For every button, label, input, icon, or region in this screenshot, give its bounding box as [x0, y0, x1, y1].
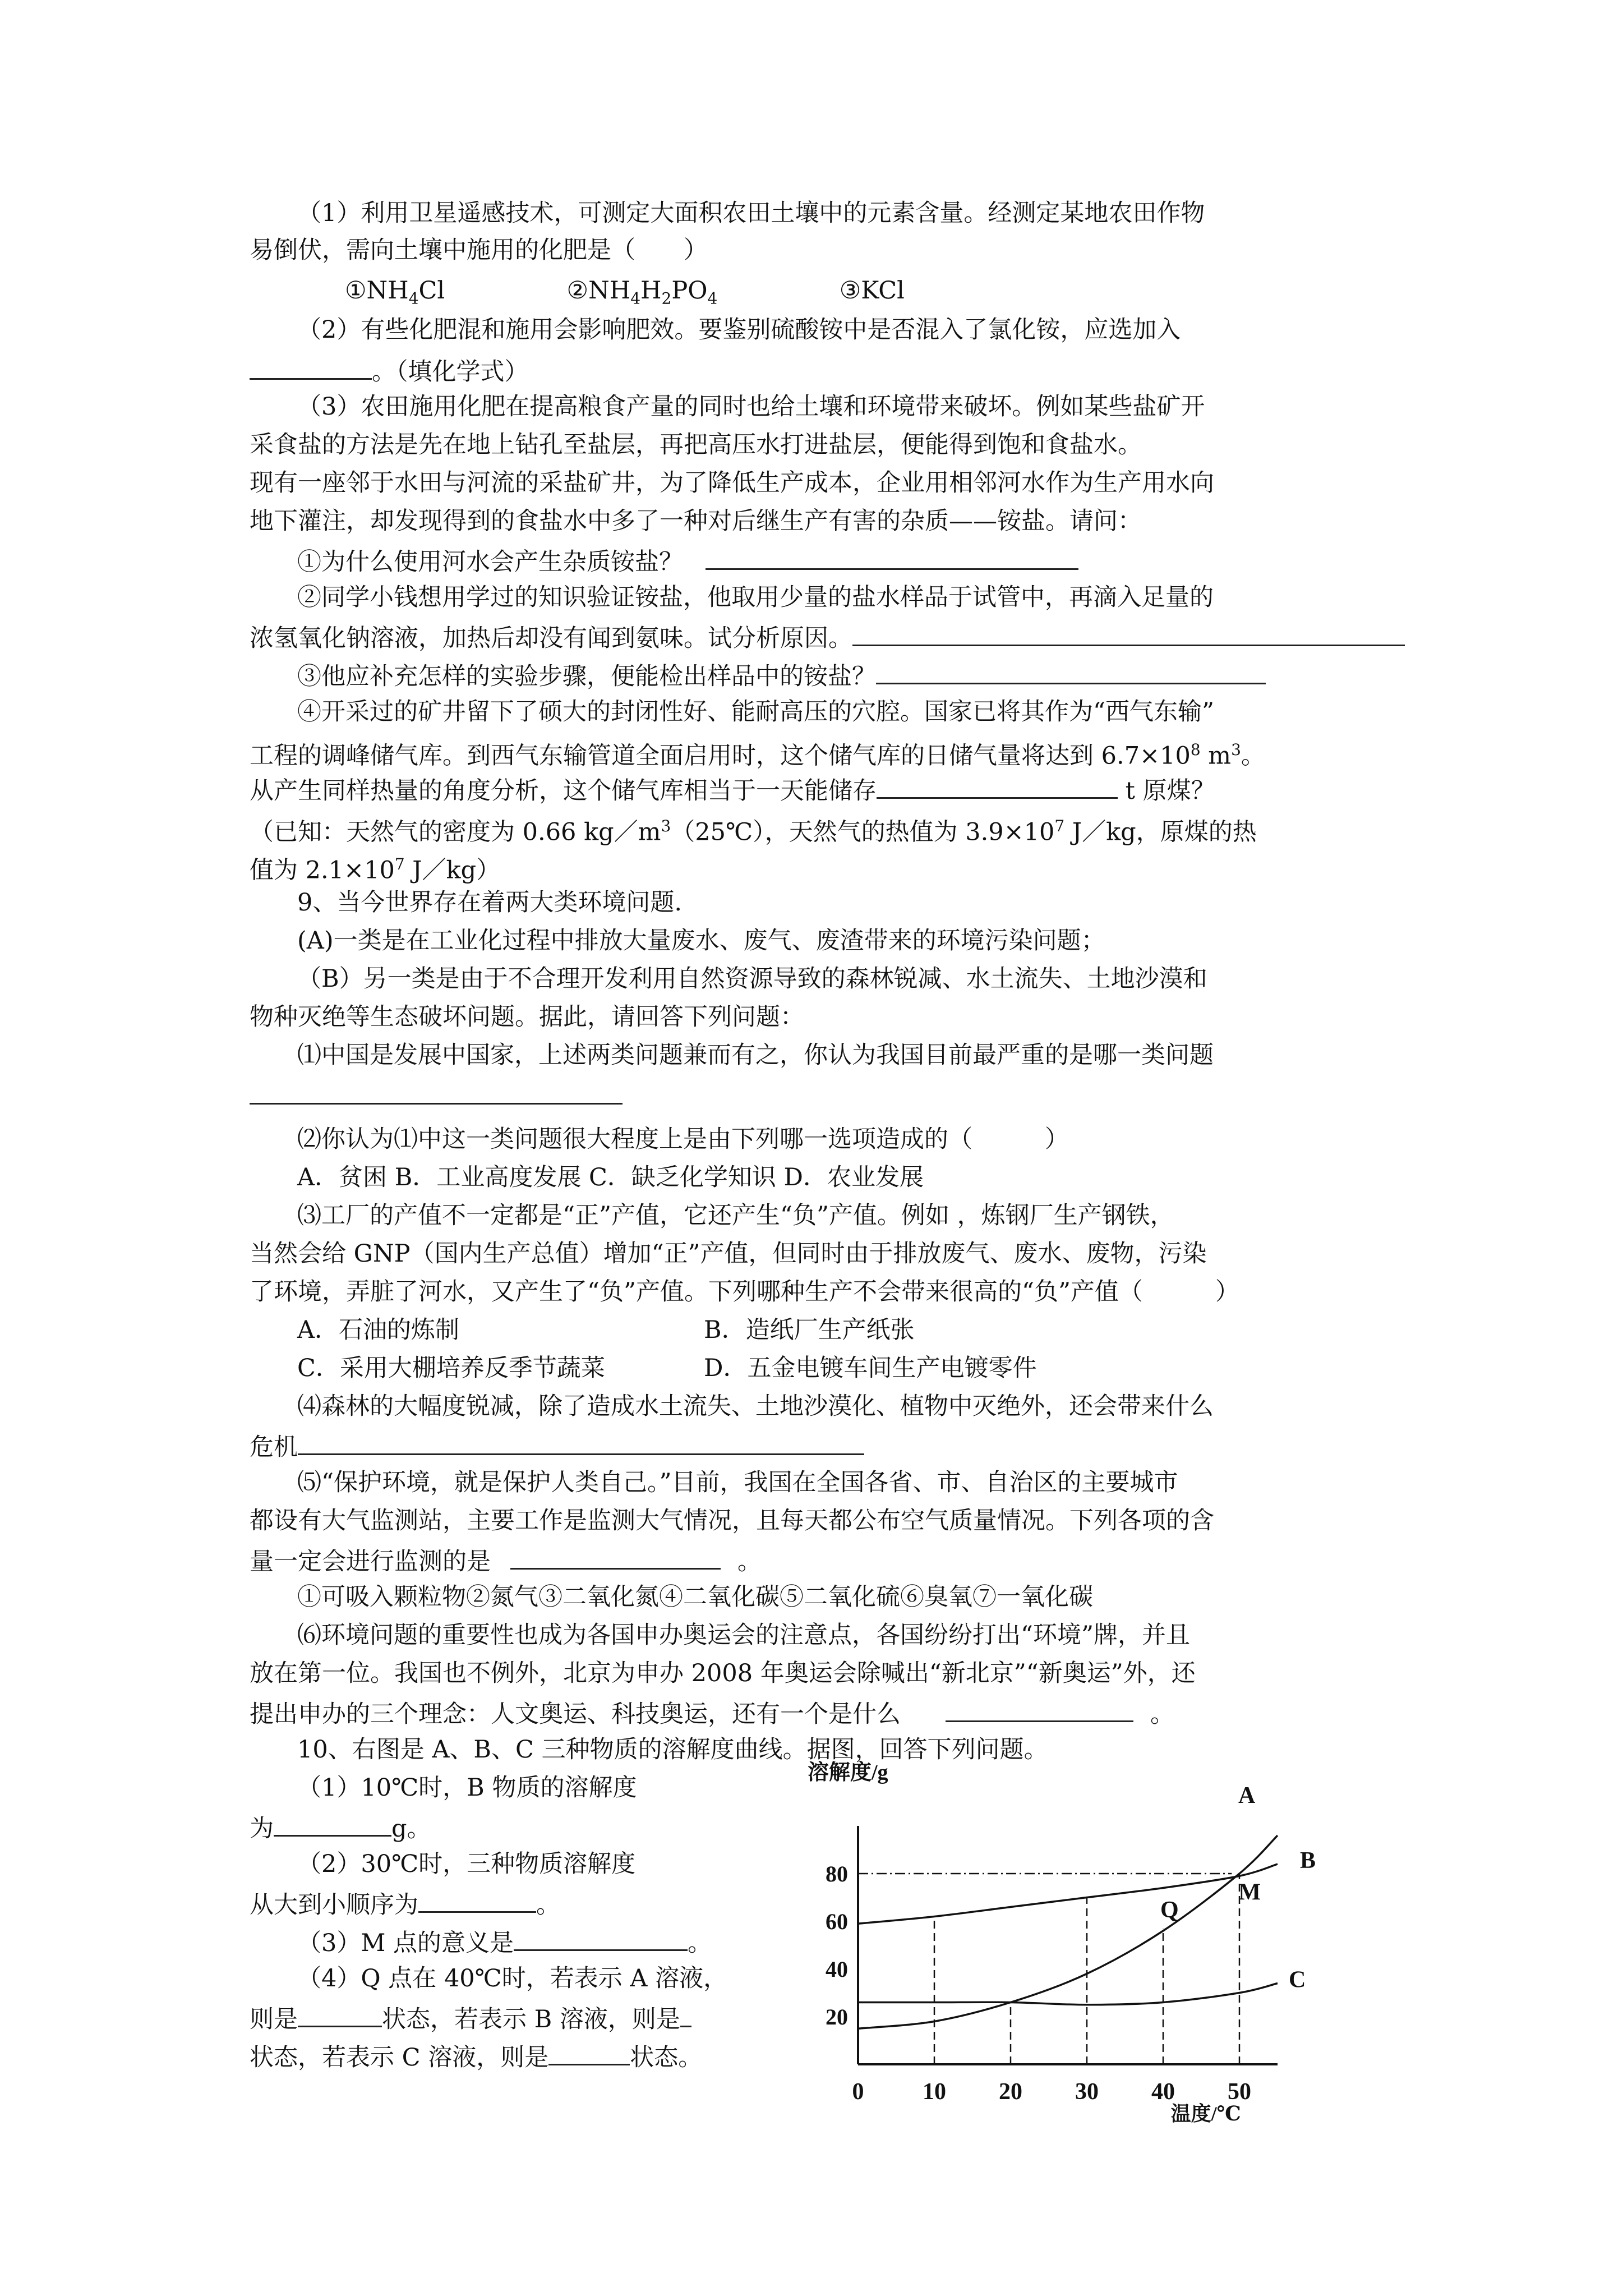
q9-1: ⑴中国是发展中国家，上述两类问题兼而有之，你认为我国目前最严重的是哪一类问题 — [297, 1041, 1214, 1069]
q9-2: ⑵你认为⑴中这一类问题很大程度上是由下列哪一选项造成的（ ） — [297, 1125, 1069, 1153]
point-label-M: M — [1238, 1879, 1261, 1906]
q8-3-sub4-line3: 从产生同样热量的角度分析，这个储气库相当于一天能储存 t 原煤？ — [250, 772, 1399, 807]
q9-6-line2: 放在第一位。我国也不例外，北京为申办 2008 年奥运会除喊出“新北京”“新奥运”外，还 — [250, 1659, 1196, 1687]
y-tick-label-60: 60 — [826, 1909, 848, 1934]
q9-b-line1: （B）另一类是由于不合理开发利用自然资源导致的森林锐减、水土流失、土地沙漠和 — [297, 965, 1207, 993]
q9-5-options: ①可吸入颗粒物②氮气③二氧化氮④二氧化碳⑤二氧化硫⑥臭氧⑦一氧化碳 — [297, 1583, 1093, 1611]
q8-3-sub4-line5: 值为 $2.1\times 10^7$ J／kg） — [250, 855, 501, 885]
q10-title: 10、右图是 A、B、C 三种物质的溶解度曲线。据图，回答下列问题。 — [297, 1736, 1048, 1764]
curve-A — [858, 1835, 1278, 2028]
y-tick-label-20: 20 — [826, 2004, 848, 2030]
q8-3-line2: 采食盐的方法是先在地上钻孔至盐层，再把高压水打进盐层，便能得到饱和食盐水。 — [250, 431, 1142, 459]
q8-1-line2: 易倒伏，需向土壤中施用的化肥是（ ） — [250, 236, 708, 264]
answer-blank[interactable] — [706, 544, 1078, 570]
x-tick-label-30: 30 — [1075, 2079, 1099, 2105]
q10-3: （3）M 点的意义是 。 — [297, 1925, 1447, 1959]
answer-blank[interactable] — [877, 772, 1118, 799]
answer-blank[interactable] — [514, 1925, 688, 1951]
q9-a: (A)一类是在工业化过程中排放大量废水、废气、废渣带来的环境污染问题； — [297, 927, 1105, 955]
answer-blank[interactable] — [876, 658, 1266, 684]
q9-b-line2: 物种灭绝等生态破坏问题。据此，请回答下列问题： — [250, 1003, 804, 1031]
answer-blank[interactable] — [852, 620, 1405, 646]
q9-3-options-ab: A．石油的炼制 B．造纸厂生产纸张 — [297, 1316, 915, 1344]
q9-4-line2: 危机 — [250, 1429, 1399, 1463]
curve-label-A: A — [1238, 1783, 1256, 1809]
q9-5-line2: 都设有大气监测站，主要工作是监测大气情况，且每天都公布空气质量情况。下列各项的含 — [250, 1507, 1214, 1535]
answer-blank[interactable] — [274, 1810, 391, 1837]
q8-3-line3: 现有一座邻于水田与河流的采盐矿井，为了降低生产成本，企业用相邻河水作为生产用水向 — [250, 469, 1214, 497]
q9-6-line3: 提出申办的三个理念：人文奥运、科技奥运，还有一个是什么 。 — [250, 1696, 1399, 1730]
curve-label-B: B — [1300, 1848, 1316, 1874]
q10-1-line1: （1）10℃时，B 物质的溶解度 — [297, 1774, 637, 1802]
q8-3-sub2-line1: ②同学小钱想用学过的知识验证铵盐，他取用少量的盐水样品于试管中，再滴入足量的 — [297, 583, 1214, 611]
q8-3-sub3: ③他应补充怎样的实验步骤，便能检出样品中的铵盐？ — [297, 658, 1447, 692]
answer-blank[interactable] — [680, 2001, 691, 2027]
q10-4-line3: 状态，若表示 C 溶液，则是 状态。 — [250, 2039, 1399, 2073]
y-axis-label: 溶解度/g — [808, 1761, 888, 1784]
solubility-chart — [796, 1756, 1316, 2126]
answer-blank[interactable] — [418, 1887, 536, 1913]
q9-5-line1: ⑸“保护环境，就是保护人类自己。”目前，我国在全国各省、市、自治区的主要城市 — [297, 1469, 1178, 1497]
q10-4-line2: 则是 状态，若表示 B 溶液，则是 — [250, 2001, 1399, 2035]
answer-blank[interactable] — [250, 353, 372, 380]
answer-blank[interactable] — [298, 2001, 382, 2027]
answer-blank[interactable] — [946, 1696, 1133, 1722]
x-tick-label-10: 10 — [923, 2079, 946, 2105]
y-tick-label-40: 40 — [826, 1957, 848, 1982]
point-label-Q: Q — [1160, 1897, 1179, 1923]
q10-1-line2: 为 g。 — [250, 1810, 1399, 1844]
q8-1-line1: （1）利用卫星遥感技术，可测定大面积农田土壤中的元素含量。经测定某地农田作物 — [297, 199, 1205, 227]
q9-3-line1: ⑶工厂的产值不一定都是“正”产值，它还产生“负”产值。例如 ，炼钢厂生产钢铁， — [297, 1202, 1174, 1230]
x-tick-label-50: 50 — [1228, 2079, 1251, 2105]
q8-1-options: $①NH_4Cl$ $②NH_4H_2PO_4$ ③KCl — [345, 277, 905, 308]
q8-2-line1: （2）有些化肥混和施用会影响肥效。要鉴别硫酸铵中是否混入了氯化铵，应选加入 — [297, 316, 1181, 344]
q9-title: 9、当今世界存在着两大类环境问题. — [297, 889, 683, 917]
q10-2-line2: 从大到小顺序为 。 — [250, 1887, 1399, 1921]
q8-3-sub4-line1: ④开采过的矿井留下了硕大的封闭性好、能耐高压的穴腔。国家已将其作为“西气东输” — [297, 698, 1214, 726]
x-tick-label-0: 0 — [852, 2079, 864, 2105]
q9-2-options: A．贫困 B．工业高度发展 C．缺乏化学知识 D．农业发展 — [297, 1163, 924, 1191]
x-tick-label-20: 20 — [999, 2079, 1022, 2105]
q8-2-line2: 。（填化学式） — [250, 353, 1399, 388]
answer-blank[interactable] — [548, 2039, 630, 2065]
x-axis-label: 温度/℃ — [1170, 2102, 1241, 2125]
q8-3-sub4-line2: 工程的调峰储气库。到西气东输管道全面启用时，这个储气库的日储气量将达到 $6.7\times 10^8$ $m^3$。 — [250, 740, 1265, 770]
q9-3-line3: 了环境，弄脏了河水，又产生了“负”产值。下列哪种生产不会带来很高的“负”产值（ ） — [250, 1278, 1239, 1306]
q9-6-line1: ⑹环境问题的重要性也成为各国申办奥运会的注意点，各国纷纷打出“环境”牌，并且 — [297, 1621, 1190, 1649]
curve-C — [858, 1984, 1278, 2005]
q9-3-options-cd: C．采用大棚培养反季节蔬菜 D．五金电镀车间生产电镀零件 — [297, 1354, 1037, 1382]
y-tick-label-80: 80 — [826, 1861, 848, 1887]
q10-2-line1: （2）30℃时，三种物质溶解度 — [297, 1850, 636, 1878]
q10-4-line1: （4）Q 点在 40℃时，若表示 A 溶液， — [297, 1964, 728, 1993]
answer-blank[interactable] — [250, 1078, 623, 1105]
q9-1-blank-line — [250, 1078, 1399, 1112]
q8-3-sub2-line2: 浓氢氧化钠溶液，加热后却没有闻到氨味。试分析原因。 — [250, 620, 1399, 654]
q9-4-line1: ⑷森林的大幅度锐减，除了造成水土流失、土地沙漠化、植物中灭绝外，还会带来什么 — [297, 1392, 1214, 1420]
q8-3-sub4-line4: （已知：天然气的密度为 0.66 $kg/m^3(25℃)$，天然气的热值为 $3.9\times 10^7$ J／kg，原煤的热 — [250, 817, 1257, 846]
answer-blank[interactable] — [510, 1543, 721, 1570]
q8-3-line1: （3）农田施用化肥在提高粮食产量的同时也给土壤和环境带来破坏。例如某些盐矿开 — [297, 393, 1205, 421]
x-tick-label-40: 40 — [1151, 2079, 1175, 2105]
q9-5-line3: 量一定会进行监测的是 。 — [250, 1543, 1399, 1577]
q9-3-line2: 当然会给 GNP（国内生产总值）增加“正”产值，但同时由于排放废气、废水、废物，污染 — [250, 1240, 1207, 1268]
curve-label-C: C — [1289, 1967, 1306, 1993]
answer-blank[interactable] — [298, 1429, 864, 1455]
q8-3-sub1: ①为什么使用河水会产生杂质铵盐？ — [297, 544, 1447, 578]
q8-3-line4: 地下灌注，却发现得到的食盐水中多了一种对后继生产有害的杂质——铵盐。请问： — [250, 507, 1142, 535]
